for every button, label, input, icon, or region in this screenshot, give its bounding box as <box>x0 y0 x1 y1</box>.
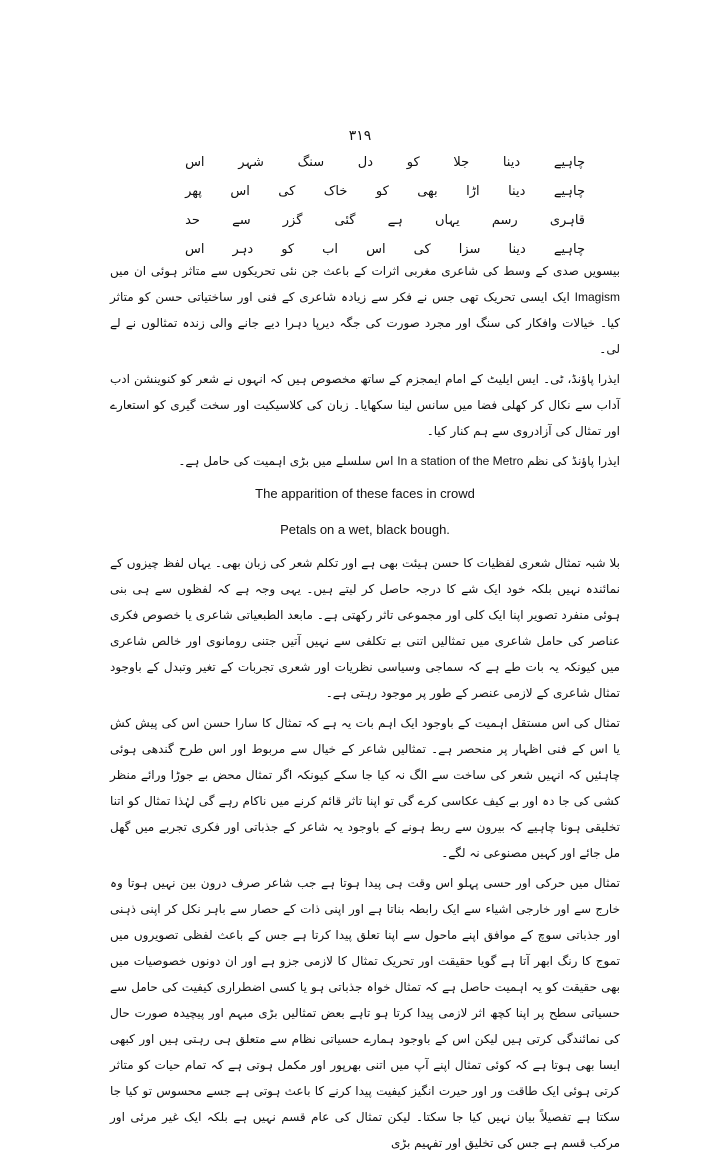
verse-word: دینا <box>502 155 521 170</box>
verse-word: حد <box>185 213 200 228</box>
verse-word: دل <box>357 155 374 170</box>
verse-word: اس <box>185 155 205 170</box>
verse-word: سزا <box>458 242 481 257</box>
paragraph-text: ایذرا پاؤنڈ کی نظم <box>523 454 620 468</box>
verse-word: ہے <box>387 213 403 228</box>
verse-line-2 <box>185 177 585 206</box>
verse-word: گئی <box>334 213 356 228</box>
english-term: Imagism <box>574 290 620 304</box>
verse-word: شہر <box>238 155 264 170</box>
quote-line-1: The apparition of these faces in crowd <box>255 486 475 501</box>
verse-line-1 <box>185 148 585 177</box>
verse-word: اس <box>366 242 386 257</box>
verse-word: سنگ <box>297 155 325 170</box>
page-number: ۳۱۹ <box>348 128 372 144</box>
paragraph-text: ایک ایسی تحریک تھی جس نے فکر سے زیادہ شاعری کے فنی اور ساختیاتی حسن کو متاثر کیا۔ خیالات وافکار کی سنگ اور مجرد صورت کی جگہ دیرپا دہرا دیے جانے والی زندہ تمثالوں نے لے لی۔ <box>110 290 620 356</box>
paragraph-pound-eliot: ایذرا پاؤنڈ، ٹی۔ ایس ایلیٹ کے امام ایمجزم کے ساتھ مخصوص ہیں کہ انہوں نے شعر کو کنوینشن ادب آداب سے نکال کر کھلی فضا میں سانس لینا سکھایا۔ زبان کی کلاسیکیت اور سخت گیری کو استعارے اور تمثال کی آزادروی سے ہم کنار کیا۔ <box>110 372 620 438</box>
body-text <box>110 258 620 1160</box>
verse-word: دہر <box>232 242 254 257</box>
verse-word: کی <box>413 242 431 257</box>
poem-title: In a station of the Metro <box>397 454 524 468</box>
verse-word: چاہیے <box>553 184 585 199</box>
verse-word: پھر <box>185 184 202 199</box>
verse-word: چاہیے <box>553 242 585 257</box>
verse-word: اس <box>230 184 250 199</box>
paragraph-text: بیسویں صدی کے وسط کی شاعری مغربی اثرات کے باعث جن نئی تحریکوں سے متاثر ہوئی ان میں <box>110 264 620 278</box>
verse-word: گزر <box>282 213 303 228</box>
verse-word: چاہیے <box>553 155 585 170</box>
verse-word: قاہری <box>549 213 585 228</box>
verse-word: خاک <box>323 184 348 199</box>
paragraph-tamsil-1: بلا شبہ تمثال شعری لفظیات کا حسن ہیئت بھی ہے اور تکلم شعر کی زبان بھی۔ یہاں لفظ چیزوں کے نمائندہ نہیں بلکہ خود ایک شے کا درجہ حاصل کر لیتے ہیں۔ یہی وجہ ہے کہ لفظوں سے ہی بنی ہوئی منفرد تصویر اپنا ایک کلی اور مجموعی تاثر رکھتی ہے۔ مابعد الطبعیاتی شاعری یا خصوص فکری عناصر کی حامل شاعری میں تمثالیں اتنی بے تکلفی سے نہیں آتیں جتنی رومانوی اور خالص شاعری میں کیونکہ یہ بات طے ہے کہ سماجی وسیاسی نظریات اور شعری تجربات کے تغیر وتبدل کے باوجود تمثال شاعری کے لازمی عنصر کے طور پر موجود رہتی ہے۔ <box>110 556 620 700</box>
verse-word: دینا <box>508 184 526 199</box>
verse-word: کو <box>281 242 295 257</box>
verse-word: اس <box>185 242 205 257</box>
verse-word: رسم <box>491 213 518 228</box>
verse-word: کو <box>406 155 420 170</box>
verse-word: بھی <box>417 184 438 199</box>
paragraph-imagism <box>110 258 620 362</box>
quote-line-2: Petals on a wet, black bough. <box>280 522 450 537</box>
verse-word: کی <box>278 184 296 199</box>
paragraph-tamsil-3: تمثال میں حرکی اور حسی پہلو اس وقت ہی پیدا ہوتا ہے جب شاعر صرف درون بین نہیں ہوتا وہ خارج سے اور خارجی اشیاء سے ایک رابطہ بناتا ہے اور اپنی ذات کے حصار سے باہر نکل کر اپنی ذہنی اور جذباتی سوچ کے موافق اپنے ماحول سے اپنا تعلق پیدا کرتا ہے جس کے باعث لفظی تصویروں میں تموج کا رنگ ابھر آتا ہے گویا حقیقت اور تحریک تمثال کا لازمی جزو ہے اور ان دونوں خصوصیات میں بھی حقیقت کو یہ اہمیت حاصل ہے کہ تمثال خواہ جذباتی ہو یا کسی اضطراری کیفیت کی حامل سے حسیاتی سطح پر اپنا کچھ اثر لازمی پیدا کرتا ہو تاہے بعض تمثالیں بڑی مبہم اور پیچیدہ صورت حال کی نمائندگی کرتی ہیں لیکن اس کے باوجود ہمارے حسیاتی نظام سے متعلق ہی رہتی ہیں اور کبھی ایسا بھی ہوتا ہے کہ کوئی تمثال اپنے آپ میں اتنی بھرپور اور مکمل ہوتی ہے کہ تمام حیات کو متاثر کرتی ہوئی ایک طاقت ور اور حیرت انگیز کیفیت پیدا کرنے کا باعث ہوتی ہے جسے محسوس تو کیا جا سکتا ہے تفصیلاً بیان نہیں کیا جا سکتا۔ لیکن تمثال کی عام قسم نہیں ہے بلکہ ایک غیر مرئی اور مرکب قسم ہے جس کی تخلیق اور تفہیم بڑی <box>110 876 620 1150</box>
verse-word: کو <box>375 184 389 199</box>
verse-word: یہاں <box>435 213 460 228</box>
verse-word: سے <box>232 213 251 228</box>
verse-line-3 <box>185 206 585 235</box>
paragraph-text: اس سلسلے میں بڑی اہمیت کی حامل ہے۔ <box>178 454 398 468</box>
verse-word: اب <box>322 242 339 257</box>
verse-block <box>185 148 585 264</box>
paragraph-tamsil-2: تمثال کی اس مستقل اہمیت کے باوجود ایک اہم بات یہ ہے کہ تمثال کا سارا حسن اس کی پیش کش یا اس کے فنی اظہار پر منحصر ہے۔ تمثالیں شاعر کے خیال سے مربوط اور اس طرح گندھی ہوئی چاہئیں کہ انہیں شعر کی ساخت سے الگ نہ کیا جا سکے کیونکہ اگر تمثال محض بے جوڑا ورائے منظر کشی کی جا دہ اور بے کیف عکاسی کرے گی تو اپنا تاثر قائم کرنے میں ناکام رہے گی لہٰذا تمثال کو اتنا تخلیقی ہونا چاہیے کہ بیرون سے ربط ہونے کے باوجود یہ شاعر کے جذباتی اور فکری تجربے میں گھل مل جائے اور کہیں مصنوعی نہ لگے۔ <box>110 716 621 860</box>
verse-word: دینا <box>508 242 526 257</box>
verse-word: اڑا <box>466 184 480 199</box>
verse-word: جلا <box>453 155 470 170</box>
paragraph-metro <box>110 448 620 474</box>
